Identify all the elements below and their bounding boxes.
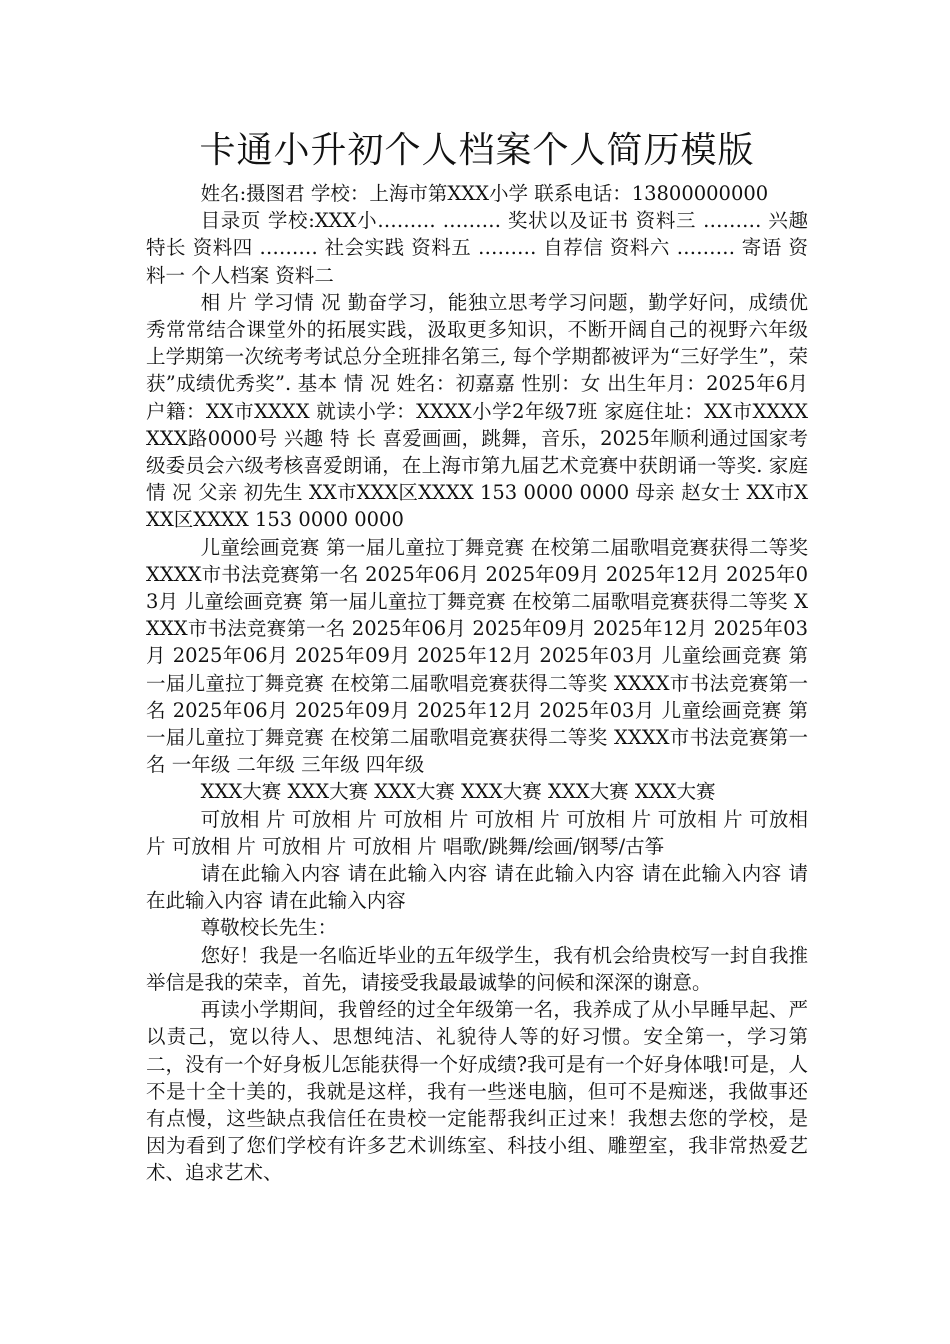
letter-greeting-paragraph: 您好！我是一名临近毕业的五年级学生，我有机会给贵校写一封自我推举信是我的荣幸，首先，请接受我最最诚挚的问候和深深的谢意。 [146,943,808,994]
document-page [146,128,808,1187]
photo-placeholders-paragraph: 可放相 片 可放相 片 可放相 片 可放相 片 可放相 片 可放相 片 可放相 片 可放相 片 可放相 片 可放相 片 唱歌/跳舞/绘画/钢琴/古筝 [146,807,808,858]
header-info-paragraph: 姓名:摄图君 学校：上海市第XXX小学 联系电话：13800000000 [200,182,769,205]
awards-paragraph: 儿童绘画竞赛 第一届儿童拉丁舞竞赛 在校第二届歌唱竞赛获得二等奖 XXXX市书法竞赛第一名 2025年06月 2025年09月 2025年12月 2025年03月 儿童绘画竞赛 第一届儿童拉丁舞竞赛 在校第二届歌唱竞赛获得二等奖 XXXX市书法竞赛第一名 2025年06月 2025年09月 2025年12月 2025年03月 2025年06月 2025年09月 2025年12月 2025年03月 儿童绘画竞赛 第一届儿童拉丁舞竞赛 在校第二届歌唱竞赛获得二等奖 XXXX市书法竞赛第一名 2025年06月 2025年09月 2025年12月 2025年03月 儿童绘画竞赛 第一届儿童拉丁舞竞赛 在校第二届歌唱竞赛获得二等奖 XXXX市书法竞赛第一名 一年级 二年级 三年级 四年级 [146,535,808,777]
profile-paragraph: 相 片 学习情 况 勤奋学习，能独立思考学习问题，勤学好问，成绩优秀常常结合课堂外的拓展实践，汲取更多知识，不断开阔自己的视野六年级上学期第一次统考考试总分全班排名第三, 每个学期都被评为“三好学生”，荣获”成绩优秀奖”. 基本 情 况 姓名：初嘉嘉 性别：女 出生年月：2025年6月 户籍：XX市XXXX 就读小学：XXXX小学2年级7班 家庭住址：XX市XXXXXXX路0000号 兴趣 特 长 喜爱画画，跳舞，音乐，2025年顺利通过国家考级委员会六级考核喜爱朗诵，在上海市第九届艺术竞赛中获朗诵一等奖. 家庭情 况 父亲 初先生 XX市XXX区XXXX 153 0000 0000 母亲 赵女士 XX市XXX区XXXX 153 0000 0000 [146,290,808,532]
table-of-contents-paragraph: 目录页 学校:XXX小……… ……… 奖状以及证书 资料三 ……… 兴趣特长 资料四 ……… 社会实践 资料五 ……… 自荐信 资料六 ……… 寄语 资料一 个人档案 资料二 [146,209,808,287]
competitions-paragraph: XXX大赛 XXX大赛 XXX大赛 XXX大赛 XXX大赛 XXX大赛 [200,780,716,804]
letter-salutation: 尊敬校长先生： [200,916,338,940]
letter-body-paragraph: 再读小学期间，我曾经的过全年级第一名，我养成了从小早睡早起、严以责己，宽以待人、思想纯洁、礼貌待人等的好习惯。安全第一，学习第二，没有一个好身板儿怎能获得一个好成绩?我可是有一个好身体哦!可是，人不是十全十美的，我就是这样，我有一些迷电脑，但可不是痴迷，我做事还有点慢，这些缺点我信任在贵校一定能帮我纠正过来！我想去您的学校，是因为看到了您们学校有许多艺术训练室、科技小组、雕塑室，我非常热爱艺术、追求艺术、 [146,998,808,1185]
document-title: 卡通小升初个人档案个人简历模版 [199,130,755,171]
content-placeholders-paragraph: 请在此输入内容 请在此输入内容 请在此输入内容 请在此输入内容 请在此输入内容 请在此输入内容 [146,862,808,913]
